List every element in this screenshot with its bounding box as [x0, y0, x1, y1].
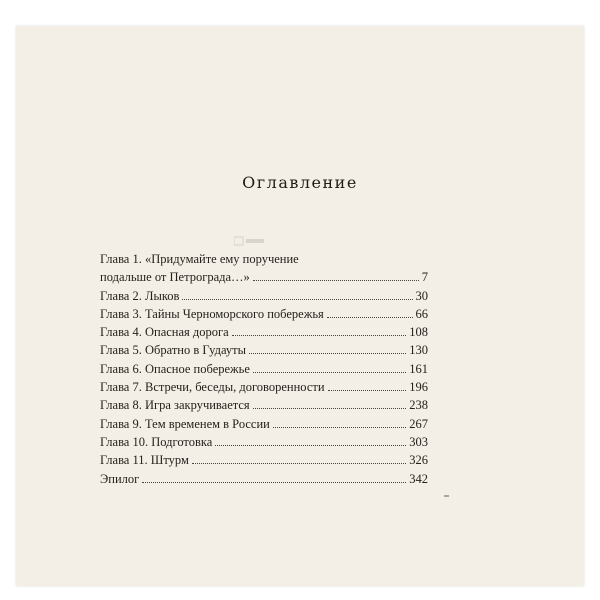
- toc-entry[interactable]: [100, 305, 428, 323]
- toc-entry-label: Глава 8. Игра закручивается: [100, 398, 250, 413]
- toc-entry-page: 326: [409, 453, 428, 468]
- dot-leader: [249, 353, 406, 354]
- toc-entry-continuation: подальше от Петрограда…»: [100, 270, 250, 285]
- dot-leader: [192, 463, 406, 464]
- page-title: Оглавление: [242, 173, 358, 192]
- toc-entry-label: Глава 10. Подготовка: [100, 434, 213, 449]
- table-of-contents: [100, 250, 428, 488]
- toc-entry[interactable]: [100, 323, 428, 341]
- toc-entry[interactable]: [100, 433, 428, 451]
- dot-leader: [273, 427, 406, 428]
- toc-entry-label: Глава 6. Опасное побережье: [100, 361, 250, 376]
- toc-entry-epilogue[interactable]: [100, 470, 428, 488]
- toc-entry-page: 342: [409, 471, 428, 486]
- toc-entry[interactable]: [100, 341, 428, 359]
- margin-speck: [444, 495, 449, 497]
- toc-entry-page: 303: [409, 434, 428, 449]
- toc-entry-label: Эпилог: [100, 471, 140, 486]
- dot-leader: [232, 335, 407, 336]
- toc-entry-page: 238: [409, 398, 428, 413]
- dot-leader: [253, 372, 406, 373]
- toc-entry-label: Глава 11. Штурм: [100, 453, 189, 468]
- dot-leader: [327, 317, 413, 318]
- dot-leader: [142, 482, 406, 483]
- dot-leader: [182, 299, 412, 300]
- dot-leader: [253, 280, 419, 281]
- dot-leader: [253, 408, 407, 409]
- book-page: [16, 26, 584, 586]
- dot-leader: [328, 390, 407, 391]
- toc-entry-label: Глава 2. Лыков: [100, 288, 180, 303]
- toc-entry-page: 7: [421, 270, 428, 285]
- toc-entry[interactable]: [100, 451, 428, 469]
- toc-entry-1-line-2[interactable]: [100, 268, 428, 286]
- toc-entry[interactable]: [100, 396, 428, 414]
- toc-entry-page: 30: [415, 288, 428, 303]
- toc-entry-1-line-1[interactable]: [100, 250, 428, 268]
- toc-entry-page: 161: [409, 361, 428, 376]
- toc-entry[interactable]: [100, 378, 428, 396]
- toc-entry[interactable]: [100, 287, 428, 305]
- toc-entry-page: 108: [409, 325, 428, 340]
- toc-entry[interactable]: [100, 360, 428, 378]
- faint-stamp-mark: [234, 236, 266, 246]
- toc-entry-label: Глава 7. Встречи, беседы, договоренности: [100, 380, 325, 395]
- toc-entry-page: 66: [415, 306, 428, 321]
- toc-entry-page: 130: [409, 343, 428, 358]
- toc-entry-label: Глава 3. Тайны Черноморского побережья: [100, 306, 324, 321]
- toc-entry-label: Глава 5. Обратно в Гудауты: [100, 343, 246, 358]
- toc-entry[interactable]: [100, 415, 428, 433]
- toc-entry-label: Глава 9. Тем временем в России: [100, 416, 270, 431]
- toc-entry-page: 196: [409, 380, 428, 395]
- toc-entry-label: Глава 1. «Придумайте ему поручение: [100, 252, 299, 266]
- toc-entry-label: Глава 4. Опасная дорога: [100, 325, 229, 340]
- toc-entry-page: 267: [409, 416, 428, 431]
- dot-leader: [215, 445, 406, 446]
